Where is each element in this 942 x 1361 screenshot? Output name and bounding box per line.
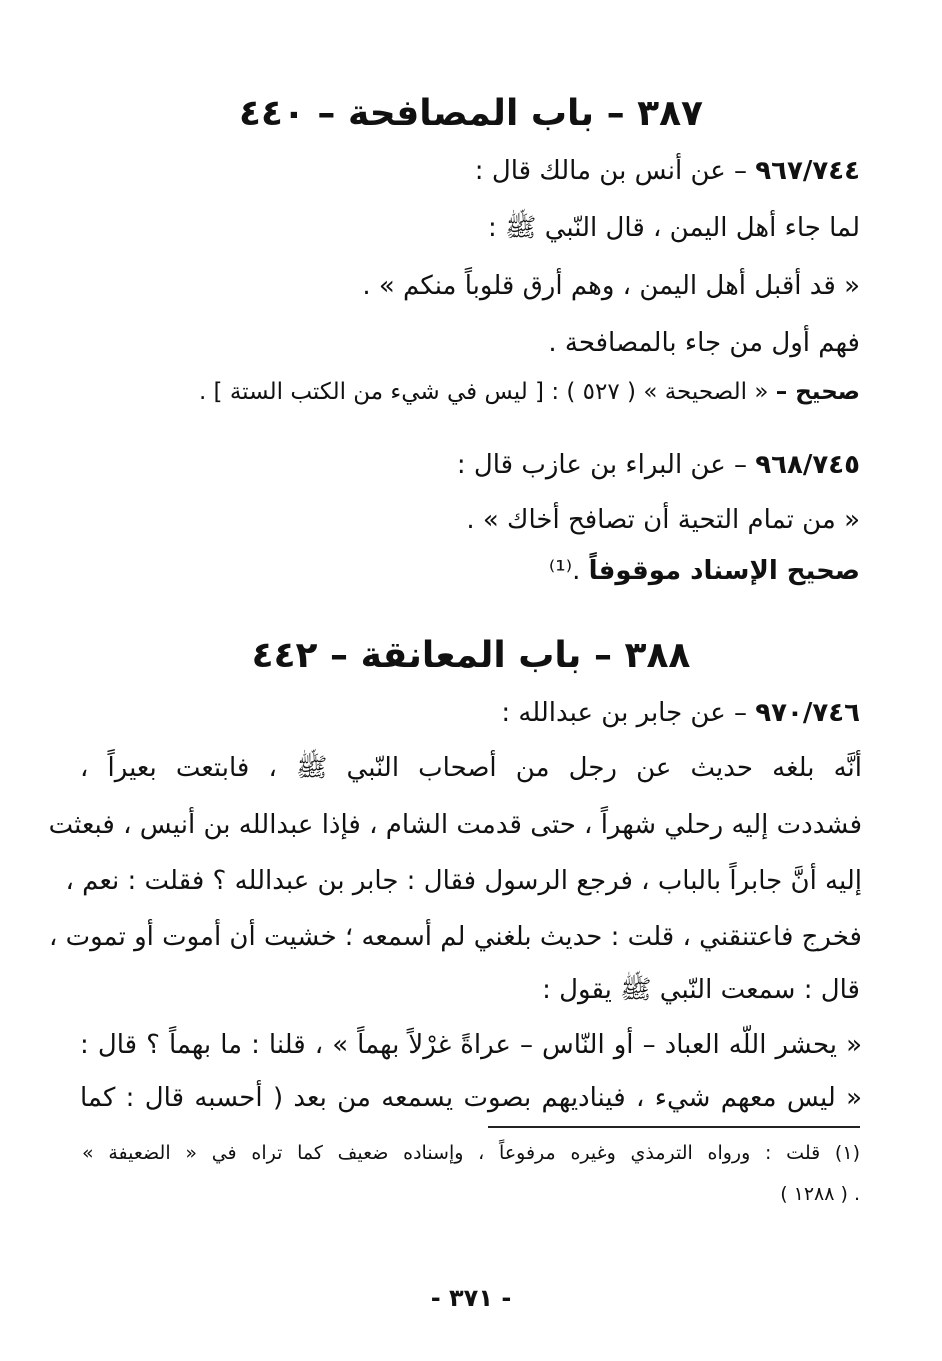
section-heading-387: ٣٨٧ – باب المصافحة – ٤٤٠ (238, 93, 704, 134)
hadith-746-line-7: « ليس معهم شيء ، فيناديهم بصوت يسمعه من بعد ( أحسبه قال : كما (80, 1083, 862, 1113)
hadith-number: ٩٦٨/٧٤٥ (755, 450, 860, 480)
hadith-746-line-3: إليه أنَّ جابراً بالباب ، فرجع الرسول فقال : جابر بن عبدالله ؟ فقلت : نعم ، (65, 866, 862, 896)
hadith-number: ٩٧٠/٧٤٦ (755, 698, 860, 728)
hadith-744-intro (475, 158, 860, 184)
hadith-746-intro (501, 700, 860, 726)
page-number: - ٣٧١ - (430, 1284, 512, 1312)
hadith-intro-text: – عن أنس بن مالك قال : (474, 156, 748, 186)
hadith-746-line-5: قال : سمعت النّبي ﷺ يقول : (542, 975, 860, 1005)
hadith-744-line-2: « قد أقبل أهل اليمن ، وهم أرق قلوباً منكم » . (362, 271, 860, 301)
hadith-744-line-1: لما جاء أهل اليمن ، قال النّبي ﷺ : (488, 213, 860, 243)
hadith-746-line-4: فخرج فاعتنقني ، قلت : حديث بلغني لم أسمعه ؛ خشيت أن أموت أو تموت ، (48, 922, 862, 952)
hadith-intro-text: – عن البراء بن عازب قال : (456, 450, 748, 480)
hadith-745-line-1: « من تمام التحية أن تصافح أخاك » . (466, 505, 860, 535)
grade-label: صحيح – (775, 379, 860, 405)
footnote-line-2: ( ١٢٨٨ ) . (780, 1183, 860, 1205)
grade-reference: « الصحيحة » ( ٥٢٧ ) : [ ليس في شيء من الكتب الستة ] . (198, 379, 769, 405)
footnote-marker: .⁽¹⁾ (548, 556, 581, 586)
hadith-746-line-2: فشددت إليه رحلي شهراً ، حتى قدمت الشام ، فإذا عبدالله بن أنيس ، فبعثت (48, 810, 862, 840)
hadith-intro-text: – عن جابر بن عبدالله : (501, 698, 748, 728)
hadith-number: ٩٦٧/٧٤٤ (755, 156, 860, 186)
hadith-745-grade (549, 558, 860, 584)
footnote-line-1: (١) قلت : ورواه الترمذي وغيره مرفوعاً ، وإسناده ضعيف كما تراه في « الضعيفة » (82, 1142, 860, 1164)
hadith-744-grade (199, 381, 860, 404)
grade-label: صحيح الإسناد موقوفاً (588, 556, 860, 586)
section-heading-388: ٣٨٨ – باب المعانقة – ٤٤٢ (251, 635, 691, 676)
hadith-746-line-1: أنَّه بلغه حديث عن رجل من أصحاب النّبي ﷺ ، فابتعت بعيراً ، (80, 753, 862, 783)
hadith-745-intro (457, 452, 860, 478)
hadith-746-line-6: « يحشر اللّه العباد – أو النّاس – عراةً غرْلاً بهماً » ، قلنا : ما بهماً ؟ قال : (80, 1030, 862, 1060)
footnote-separator (488, 1126, 860, 1128)
hadith-744-line-3: فهم أول من جاء بالمصافحة . (548, 328, 860, 358)
